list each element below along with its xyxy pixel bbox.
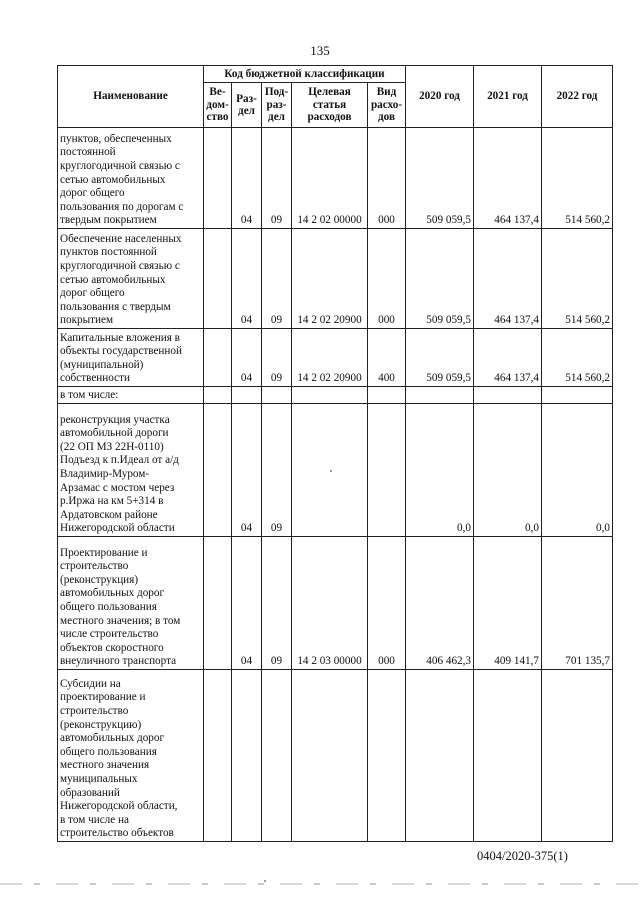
header-vid: Вид расхо- дов: [368, 83, 406, 128]
row-razdel: [232, 387, 262, 404]
row-2022: [542, 387, 613, 404]
row-name: Капитальные вложения в объекты государственной (муниципальной) собственности: [58, 329, 204, 387]
row-razdel: 04: [232, 128, 262, 229]
row-name: реконструкция участка автомобильной дороги (22 ОП МЗ 22Н-0110) Подъезд к п.Идеал от а/д Владимир-Муром- Арзамас с мостом через р.Иржа на км 5+314 в Ардатовском районе Нижегородской области: [58, 404, 204, 537]
row-podrazdel: 09: [262, 404, 292, 537]
row-razdel: [232, 670, 262, 842]
row-tselevaya: 14 2 02 00000: [292, 128, 368, 229]
row-ved: [204, 404, 232, 537]
row-podrazdel: 09: [262, 537, 292, 670]
header-podrazdel: Под- раз- дел: [262, 83, 292, 128]
row-ved: [204, 229, 232, 329]
row-2021: 409 141,7: [474, 537, 542, 670]
row-2021: [474, 387, 542, 404]
row-vid: 000: [368, 229, 406, 329]
row-razdel: 04: [232, 537, 262, 670]
row-2021: 464 137,4: [474, 128, 542, 229]
budget-table: [57, 65, 613, 842]
document-code: 0404/2020-375(1): [477, 849, 568, 863]
row-tselevaya: [292, 387, 368, 404]
row-vid: [368, 670, 406, 842]
table-row: [58, 537, 613, 670]
table-row: [58, 670, 613, 842]
row-name: в том числе:: [58, 387, 204, 404]
row-ved: [204, 670, 232, 842]
scan-artifact-dot: [264, 880, 266, 882]
row-vid: [368, 404, 406, 537]
row-2020: [406, 670, 474, 842]
row-2020: 509 059,5: [406, 329, 474, 387]
row-podrazdel: [262, 670, 292, 842]
row-razdel: 04: [232, 229, 262, 329]
row-2021: 0,0: [474, 404, 542, 537]
table-row: [58, 387, 613, 404]
row-2022: [542, 670, 613, 842]
row-2022: 0,0: [542, 404, 613, 537]
row-name: пунктов, обеспеченных постоянной круглогодичной связью с сетью автомобильных дорог общего пользования по дорогам с твердым покрытием: [58, 128, 204, 229]
table-row: [58, 128, 613, 229]
header-2022: 2022 год: [542, 66, 613, 128]
row-2020: [406, 387, 474, 404]
row-2020: 509 059,5: [406, 229, 474, 329]
row-tselevaya: 14 2 02 20900: [292, 229, 368, 329]
table-row: [58, 329, 613, 387]
header-name: Наименование: [58, 66, 204, 128]
header-kbk-group: Код бюджетной классификации: [204, 66, 406, 83]
scan-artifact-line: [0, 883, 640, 885]
table-row: [58, 404, 613, 537]
page-number: 135: [310, 43, 330, 58]
row-2022: 701 135,7: [542, 537, 613, 670]
row-tselevaya: [292, 670, 368, 842]
row-ved: [204, 537, 232, 670]
row-2021: [474, 670, 542, 842]
row-2022: 514 560,2: [542, 128, 613, 229]
header-vedomstvo: Ве- дом- ство: [204, 83, 232, 128]
row-ved: [204, 128, 232, 229]
row-name: Обеспечение населенных пунктов постоянной круглогодичной связью с сетью автомобильных дорог общего пользования с твердым покрытием: [58, 229, 204, 329]
row-2020: 406 462,3: [406, 537, 474, 670]
row-2020: 509 059,5: [406, 128, 474, 229]
row-2022: 514 560,2: [542, 229, 613, 329]
scan-artifact-dot: [330, 470, 332, 472]
header-2020: 2020 год: [406, 66, 474, 128]
row-vid: 400: [368, 329, 406, 387]
row-podrazdel: 09: [262, 128, 292, 229]
row-ved: [204, 387, 232, 404]
row-2021: 464 137,4: [474, 229, 542, 329]
row-vid: 000: [368, 128, 406, 229]
row-razdel: 04: [232, 404, 262, 537]
row-podrazdel: 09: [262, 329, 292, 387]
row-tselevaya: 14 2 03 00000: [292, 537, 368, 670]
row-podrazdel: 09: [262, 229, 292, 329]
row-name: Субсидии на проектирование и строительство (реконструкцию) автомобильных дорог общего пользования местного значения муниципальных образований Нижегородской области, в том числе на строительство объектов: [58, 670, 204, 842]
header-tselevaya: Целевая статья расходов: [292, 83, 368, 128]
row-ved: [204, 329, 232, 387]
row-2020: 0,0: [406, 404, 474, 537]
row-vid: [368, 387, 406, 404]
row-2022: 514 560,2: [542, 329, 613, 387]
row-tselevaya: 14 2 02 20900: [292, 329, 368, 387]
table-row: [58, 229, 613, 329]
row-podrazdel: [262, 387, 292, 404]
header-2021: 2021 год: [474, 66, 542, 128]
header-razdel: Раз- дел: [232, 83, 262, 128]
row-2021: 464 137,4: [474, 329, 542, 387]
row-name: Проектирование и строительство (реконструкция) автомобильных дорог общего пользования местного значения; в том числе строительство объектов скоростного внеуличного транспорта: [58, 537, 204, 670]
row-razdel: 04: [232, 329, 262, 387]
row-vid: 000: [368, 537, 406, 670]
